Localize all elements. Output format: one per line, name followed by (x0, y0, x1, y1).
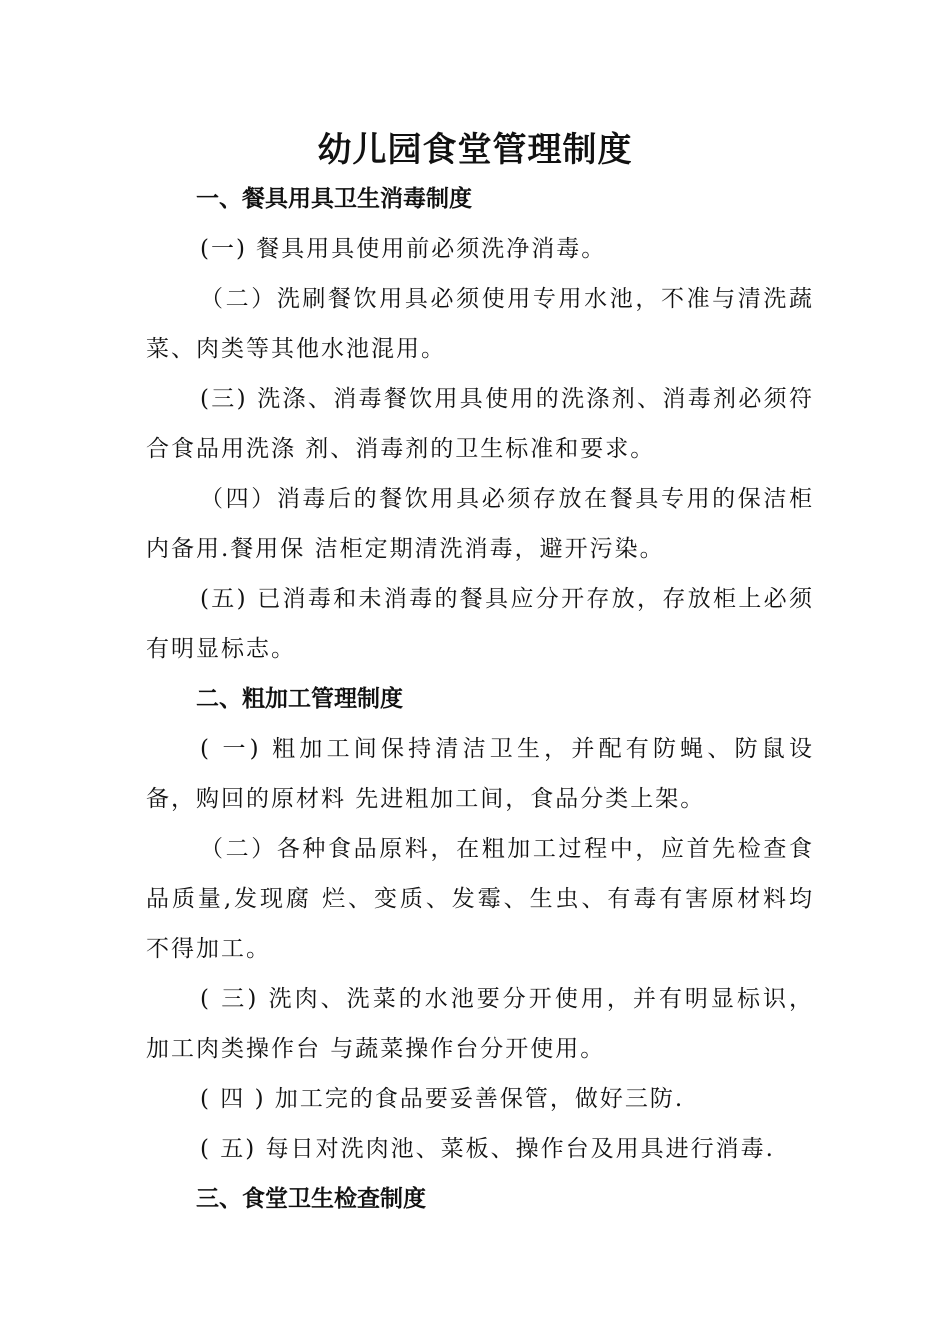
section-heading-3: 三、食堂卫生检查制度 (196, 1186, 426, 1212)
section-heading-2: 二、粗加工管理制度 (196, 686, 403, 712)
paragraph-2-2: （二）各种食品原料，在粗加工过程中，应首先检查食品质量,发现腐 烂、变质、发霉、生虫、有毒有害原材料均不得加工。 (146, 836, 814, 962)
paragraph-2-4: ( 四 ) 加工完的食品要妥善保管，做好三防. (200, 1086, 685, 1112)
paragraph-1-4: （四）消毒后的餐饮用具必须存放在餐具专用的保洁柜内备用.餐用保 洁柜定期清洗消毒，避开污染。 (146, 486, 814, 562)
document-body (146, 174, 814, 1224)
paragraph-1-2: （二）洗刷餐饮用具必须使用专用水池，不准与清洗蔬菜、肉类等其他水池混用。 (146, 286, 814, 362)
section-heading-1: 一、餐具用具卫生消毒制度 (196, 186, 472, 212)
paragraph-1-1: (一) 餐具用具使用前必须洗净消毒。 (200, 236, 607, 262)
paragraph-1-5: (五) 已消毒和未消毒的餐具应分开存放，存放柜上必须有明显标志。 (146, 586, 814, 662)
paragraph-2-1: ( 一) 粗加工间保持清洁卫生，并配有防蝇、防鼠设备，购回的原材料 先进粗加工间，食品分类上架。 (146, 736, 814, 812)
paragraph-1-3: (三) 洗涤、消毒餐饮用具使用的洗涤剂、消毒剂必须符合食品用洗涤 剂、消毒剂的卫生标准和要求。 (146, 386, 814, 462)
document-title: 幼儿园食堂管理制度 (317, 130, 633, 170)
paragraph-2-5: ( 五) 每日对洗肉池、菜板、操作台及用具进行消毒. (200, 1136, 775, 1162)
paragraph-2-3: ( 三) 洗肉、洗菜的水池要分开使用，并有明显标识，加工肉类操作台 与蔬菜操作台分开使用。 (146, 986, 814, 1062)
